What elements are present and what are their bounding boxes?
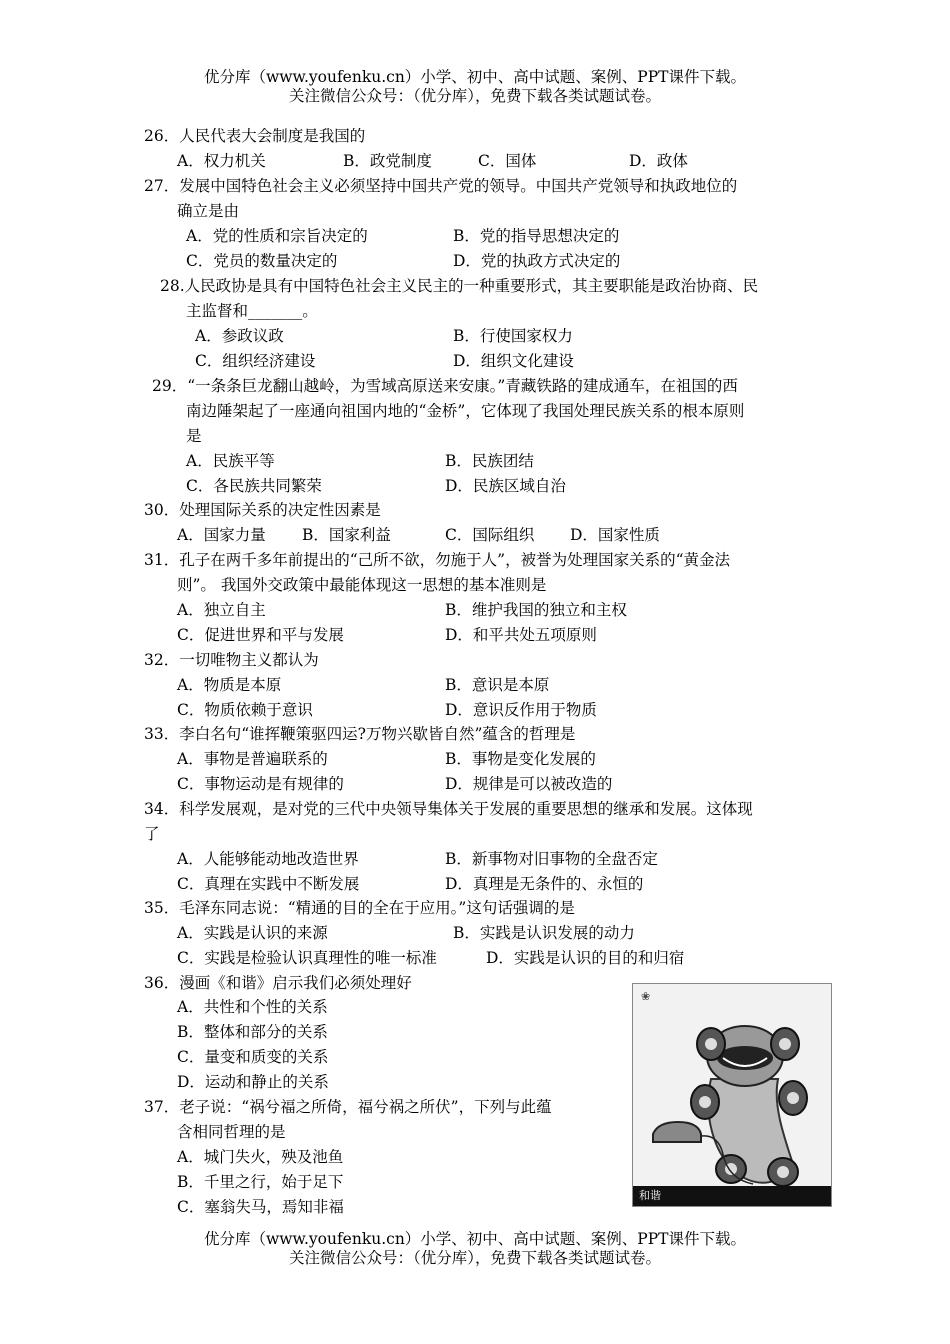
question-29-option-b: B．民族团结: [445, 452, 534, 470]
question-29-stem-line-1: 29．“一条条巨龙翻山越岭，为雪域高原送来安康。”青藏铁路的建成通车，在祖国的西: [152, 377, 738, 395]
question-34-option-d: D．真理是无条件的、永恒的: [445, 875, 644, 893]
question-30-stem: 30．处理国际关系的决定性因素是: [144, 501, 381, 519]
svg-text:❀: ❀: [641, 990, 651, 1003]
question-35-option-b: B．实践是认识发展的动力: [453, 924, 635, 942]
question-26-option-c: C．国体: [478, 152, 537, 170]
question-37-stem-line-1: 37．老子说：“祸兮福之所倚，福兮祸之所伏”，下列与此蕴: [144, 1098, 552, 1116]
question-31-option-b: B．维护我国的独立和主权: [445, 601, 627, 619]
question-35-option-a: A．实践是认识的来源: [177, 924, 328, 942]
question-32-option-d: D．意识反作用于物质: [445, 701, 597, 719]
question-37-stem-line-2: 含相同哲理的是: [177, 1123, 286, 1141]
question-35-option-c: C．实践是检验认识真理性的唯一标准: [177, 949, 437, 967]
question-34-stem-line-1: 34．科学发展观，是对党的三代中央领导集体关于发展的重要思想的继承和发展。这体现: [144, 800, 753, 818]
question-29-stem-line-3: 是: [186, 427, 202, 445]
question-29-option-d: D．民族区域自治: [445, 477, 566, 495]
question-26-stem: 26．人民代表大会制度是我国的: [144, 127, 366, 145]
question-33-option-d: D．规律是可以被改造的: [445, 775, 613, 793]
question-26-option-b: B．政党制度: [343, 152, 432, 170]
question-36-stem: 36．漫画《和谐》启示我们必须处理好: [144, 974, 412, 992]
question-33-option-c: C．事物运动是有规律的: [177, 775, 344, 793]
question-29-stem-line-2: 南边陲架起了一座通向祖国内地的“金桥”，它体现了我国处理民族关系的根本原则: [186, 402, 745, 420]
question-33-option-a: A．事物是普遍联系的: [177, 750, 328, 768]
question-36-option-a: A．共性和个性的关系: [177, 998, 328, 1016]
cartoon-illustration: [633, 984, 831, 1206]
question-28-stem-line-2: 主监督和_______。: [186, 302, 318, 320]
question-33-stem: 33．李白名句“谁挥鞭策驱四运?万物兴歇皆自然”蕴含的哲理是: [144, 725, 576, 743]
question-37-option-a: A．城门失火，殃及池鱼: [177, 1148, 344, 1166]
question-33-option-b: B．事物是变化发展的: [445, 750, 596, 768]
question-27-option-c: C．党员的数量决定的: [186, 252, 338, 270]
question-31-stem-line-2: 则”。 我国外交政策中最能体现这一思想的基本准则是: [177, 576, 547, 594]
question-31-option-c: C．促进世界和平与发展: [177, 626, 344, 644]
question-27-option-a: A．党的性质和宗旨决定的: [186, 227, 368, 245]
question-36-option-d: D．运动和静止的关系: [177, 1073, 329, 1091]
question-34-stem-line-2: 了: [144, 825, 160, 843]
question-30-option-a: A．国家力量: [177, 526, 266, 544]
question-28-stem-line-1: 28.人民政协是具有中国特色社会主义民主的一种重要形式，其主要职能是政治协商、民: [160, 277, 759, 295]
header-line-1: 优分库（www.youfenku.cn）小学、初中、高中试题、案例、PPT课件下载。: [203, 68, 747, 86]
question-31-option-d: D．和平共处五项原则: [445, 626, 597, 644]
cartoon-caption: 和谐: [639, 1189, 661, 1202]
page-header: [0, 68, 950, 106]
question-34-option-a: A．人能够能动地改造世界: [177, 850, 359, 868]
question-36-option-b: B．整体和部分的关系: [177, 1023, 328, 1041]
question-37-option-c: C．塞翁失马，焉知非福: [177, 1198, 344, 1216]
question-32-option-b: B．意识是本原: [445, 676, 550, 694]
question-28-option-d: D．组织文化建设: [453, 352, 574, 370]
question-28-option-a: A．参政议政: [195, 327, 284, 345]
question-28-option-b: B．行使国家权力: [453, 327, 573, 345]
question-31-option-a: A．独立自主: [177, 601, 266, 619]
question-27-option-b: B．党的指导思想决定的: [453, 227, 620, 245]
question-34-option-b: B．新事物对旧事物的全盘否定: [445, 850, 658, 868]
harmony-cartoon: [632, 983, 832, 1207]
question-35-stem: 35．毛泽东同志说：“精通的目的全在于应用。”这句话强调的是: [144, 899, 575, 917]
question-30-option-d: D．国家性质: [570, 526, 660, 544]
question-28-option-c: C．组织经济建设: [195, 352, 316, 370]
question-27-stem-line-2: 确立是由: [177, 202, 240, 220]
question-36-option-c: C．量变和质变的关系: [177, 1048, 329, 1066]
question-26-option-a: A．权力机关: [177, 152, 266, 170]
question-29-option-c: C．各民族共同繁荣: [186, 477, 322, 495]
header-line-2: 关注微信公众号：（优分库），免费下载各类试题试卷。: [288, 87, 661, 105]
footer-line-2: 关注微信公众号：（优分库），免费下载各类试题试卷。: [288, 1249, 661, 1267]
question-35-option-d: D．实践是认识的目的和归宿: [486, 949, 685, 967]
question-26-option-d: D．政体: [629, 152, 688, 170]
question-32-option-a: A．物质是本原: [177, 676, 282, 694]
question-27-option-d: D．党的执政方式决定的: [453, 252, 621, 270]
question-29-option-a: A．民族平等: [186, 452, 275, 470]
question-32-stem: 32．一切唯物主义都认为: [144, 651, 319, 669]
question-30-option-c: C．国际组织: [445, 526, 535, 544]
page-footer: [0, 1230, 950, 1268]
question-32-option-c: C．物质依赖于意识: [177, 701, 313, 719]
question-31-stem-line-1: 31．孔子在两千多年前提出的“己所不欲，勿施于人”，被誉为处理国家关系的“黄金法: [144, 551, 730, 569]
question-27-stem-line-1: 27．发展中国特色社会主义必须坚持中国共产党的领导。中国共产党领导和执政地位的: [144, 177, 738, 195]
question-30-option-b: B．国家利益: [302, 526, 391, 544]
question-34-option-c: C．真理在实践中不断发展: [177, 875, 360, 893]
footer-line-1: 优分库（www.youfenku.cn）小学、初中、高中试题、案例、PPT课件下载。: [203, 1230, 747, 1248]
question-37-option-b: B．千里之行，始于足下: [177, 1173, 344, 1191]
